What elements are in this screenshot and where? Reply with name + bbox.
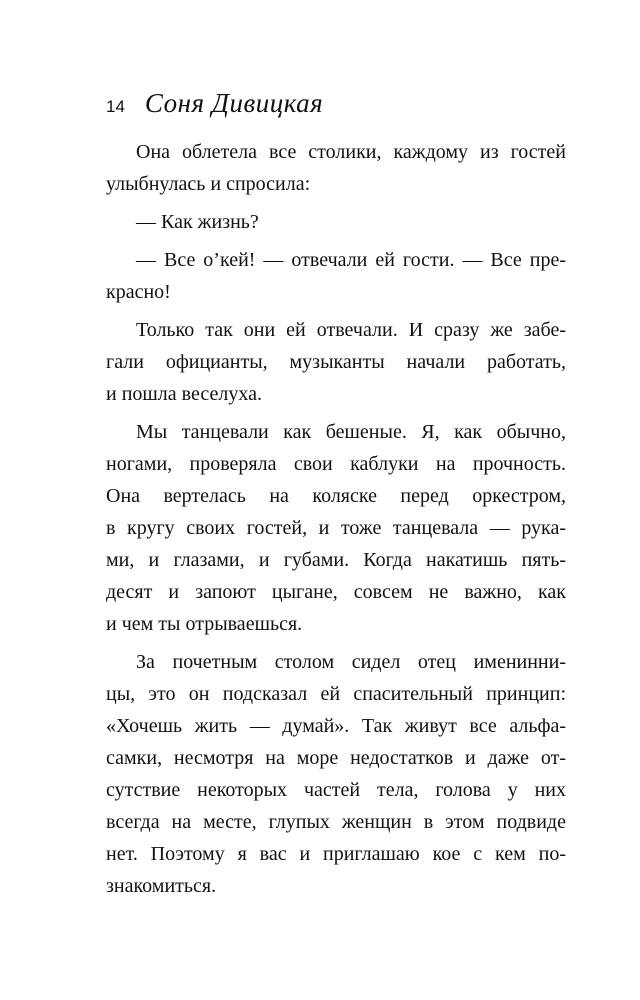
text-line: — Как жизнь? [136, 211, 259, 233]
text-line: и чем ты отрываешься. [106, 613, 303, 635]
text-line: — Все о’кей! — отвечали ей гости. — Все пре- [136, 249, 566, 271]
text-line: Только так они ей отвечали. И сразу же забе- [136, 319, 566, 341]
body-text [106, 136, 566, 902]
text-line: и пошла веселуха. [106, 383, 262, 405]
text-line: самки, несмотря на море недостатков и даже от- [106, 747, 566, 769]
text-line: ногами, проверяла свои каблуки на прочность. [106, 453, 566, 475]
text-line: цы, это он подсказал ей спасительный принцип: [106, 683, 566, 705]
text-line: За почетным столом сидел отец именинни- [136, 651, 566, 673]
text-line: всегда на месте, глупых женщин в этом подвиде [106, 811, 566, 833]
text-line: десят и запоют цыгане, совсем не важно, как [106, 581, 566, 603]
text-line: «Хочешь жить — думай». Так живут все альфа- [106, 715, 566, 737]
running-title: Соня Дивицкая [144, 88, 324, 118]
text-line: Она облетела все столики, каждому из гостей [136, 141, 566, 163]
text-line: в кругу своих гостей, и тоже танцевала — рука- [106, 517, 566, 539]
text-line: знакомиться. [106, 875, 217, 897]
running-header [106, 88, 323, 128]
text-line: нет. Поэтому я вас и приглашаю кое с кем по- [106, 843, 566, 865]
text-line: Она вертелась на коляске перед оркестром, [106, 485, 566, 507]
text-line: сутствие некоторых частей тела, голова у них [106, 779, 566, 801]
text-line: ми, и глазами, и губами. Когда накатишь пять- [106, 549, 566, 571]
text-line: красно! [106, 281, 171, 303]
text-line: Мы танцевали как бешеные. Я, как обычно, [136, 421, 566, 443]
text-line: гали официанты, музыканты начали работать, [106, 351, 566, 373]
text-line: улыбнулась и спросила: [106, 173, 311, 195]
page-number: 14 [106, 97, 125, 116]
